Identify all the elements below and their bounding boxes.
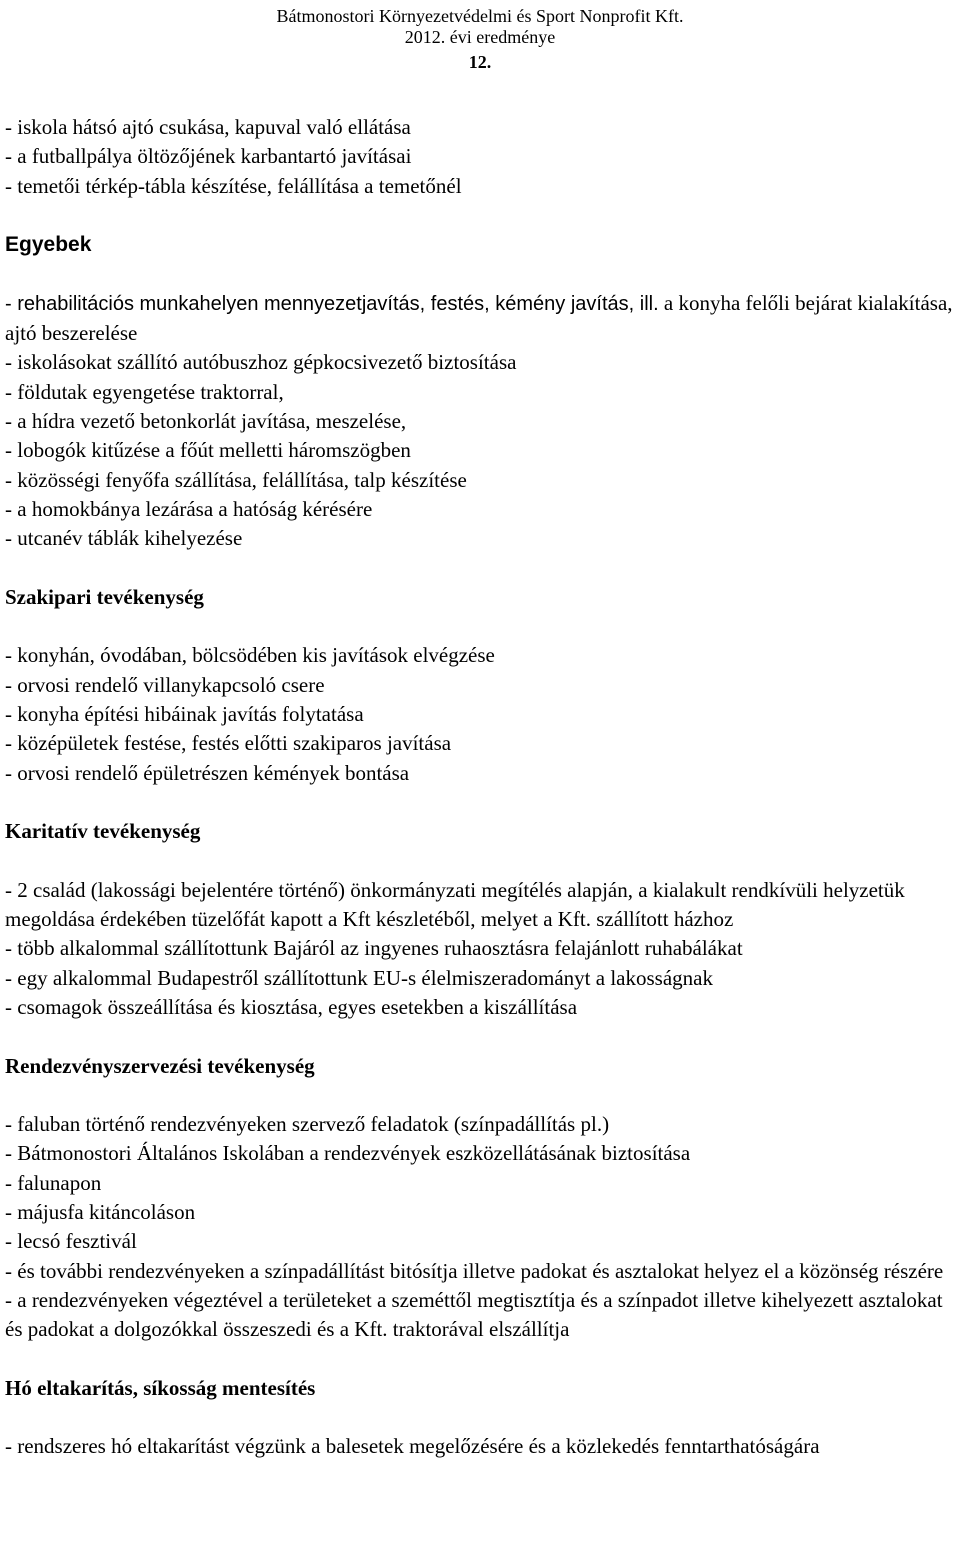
list-item: - 2 család (lakossági bejelentére történő) önkormányzati megítélés alapján, a kialakult rendkívüli helyzetük megoldása érdekében tüzelőfát kapott a Kft készletéből, melyet a Kft. szállított házhoz — [5, 877, 905, 932]
section-heading-karitativ: Karitatív tevékenység — [5, 819, 201, 844]
list-item: - falunapon — [5, 1170, 102, 1195]
list-karitativ — [5, 876, 957, 1022]
section-heading-ho: Hó eltakarítás, síkosság mentesítés — [5, 1375, 316, 1400]
list-rendezveny — [5, 1110, 957, 1344]
list-top — [5, 113, 957, 201]
list-item: - földutak egyengetése traktorral, — [5, 379, 284, 404]
list-ho — [5, 1432, 957, 1461]
list-egyebek — [5, 289, 957, 554]
list-item: - középületek festése, festés előtti szakiparos javítása — [5, 731, 452, 756]
list-item: - több alkalommal szállítottunk Bajáról az ingyenes ruhaosztásra felajánlott ruhabálákat — [5, 936, 743, 961]
list-item: - orvosi rendelő villanykapcsoló csere — [5, 672, 325, 697]
list-item: - konyha építési hibáinak javítás folytatása — [5, 701, 364, 726]
list-item: - Bátmonostori Általános Iskolában a rendezvények eszközellátásának biztosítása — [5, 1141, 691, 1166]
list-item: - csomagok összeállítása és kiosztása, egyes esetekben a kiszállítása — [5, 994, 578, 1019]
document-body — [5, 113, 957, 1462]
section-heading-szakipari: Szakipari tevékenység — [5, 584, 204, 609]
section-heading-egyebek: Egyebek — [5, 233, 92, 257]
section-heading-rendezveny: Rendezvényszervezési tevékenység — [5, 1053, 315, 1078]
list-item: - májusfa kitáncoláson — [5, 1199, 196, 1224]
report-year: 2012. évi eredménye — [404, 27, 556, 47]
list-item: - a futballpálya öltözőjének karbantartó javításai — [5, 144, 412, 169]
list-item-part: - rehabilitációs munkahelyen mennyezetjavítás, festés, kémény javítás, ill. — [5, 292, 659, 315]
list-szakipari — [5, 641, 957, 787]
list-item: - a homokbánya lezárása a hatóság kérésére — [5, 496, 373, 521]
organization-name: Bátmonostori Környezetvédelmi és Sport Nonprofit Kft. — [276, 6, 684, 26]
list-item: - és további rendezvényeken a színpadállítást bitósítja illetve padokat és asztalokat helyez el a közönség részére — [5, 1258, 944, 1283]
list-item: - a hídra vezető betonkorlát javítása, meszelése, — [5, 408, 407, 433]
list-item: - rendszeres hó eltakarítást végzünk a balesetek megelőzésére és a közlekedés fenntarthatóságára — [5, 1434, 820, 1459]
list-item: - lecsó fesztivál — [5, 1229, 137, 1254]
list-item: - orvosi rendelő épületrészen kémények bontása — [5, 760, 410, 785]
page-number: 12. — [468, 52, 492, 72]
list-item: - egy alkalommal Budapestről szállítottunk EU-s élelmiszeradományt a lakosságnak — [5, 965, 713, 990]
list-item — [5, 289, 957, 349]
list-item: - utcanév táblák kihelyezése — [5, 526, 243, 551]
list-item: - konyhán, óvodában, bölcsödében kis javítások elvégzése — [5, 643, 495, 668]
list-item: - közösségi fenyőfa szállítása, felállítása, talp készítése — [5, 467, 467, 492]
list-item: - iskolásokat szállító autóbuszhoz gépkocsivezető biztosítása — [5, 350, 517, 375]
list-item: - iskola hátsó ajtó csukása, kapuval való ellátása — [5, 115, 411, 139]
list-item-part: a konyha felőli bejárat kialakítása, ajtó beszerelése — [5, 290, 953, 346]
list-item: - faluban történő rendezvényeken szervező feladatok (színpadállítás pl.) — [5, 1112, 610, 1137]
list-item: - temetői térkép-tábla készítése, felállítása a temetőnél — [5, 173, 462, 198]
list-item: - a rendezvényeken végeztével a területeket a szeméttől megtisztítja és a színpadot illetve kihelyezett asztalokat és padokat a dolgozókkal összeszedi és a Kft. traktorával elszállítja — [5, 1287, 943, 1342]
list-item: - lobogók kitűzése a főút melletti háromszögben — [5, 438, 411, 463]
